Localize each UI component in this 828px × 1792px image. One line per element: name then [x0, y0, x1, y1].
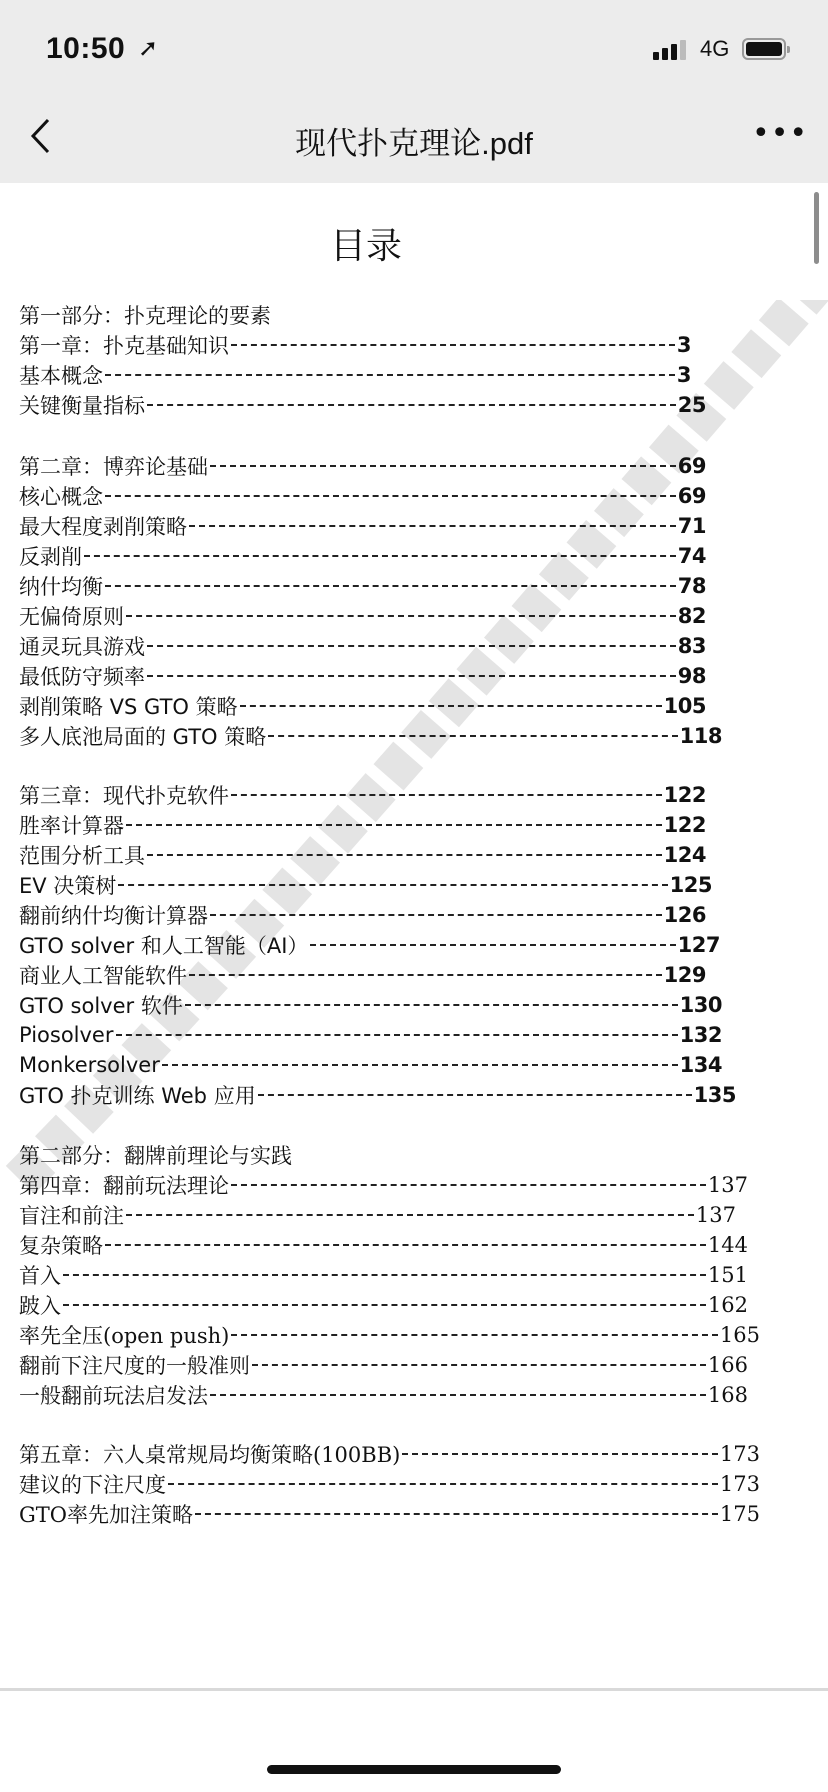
toc-page-number: 162	[707, 1293, 748, 1317]
dash-leader	[310, 944, 675, 946]
toc-page-number: 134	[679, 1053, 722, 1077]
toc-entry-label: Monkersolver	[19, 1053, 160, 1077]
toc-entry-label: 最低防守频率	[19, 665, 145, 689]
dash-leader	[252, 1364, 706, 1366]
toc-entry-label: 无偏倚原则	[19, 605, 124, 629]
toc-entry[interactable]	[19, 1320, 760, 1350]
toc-entry-label: 范围分析工具	[19, 844, 145, 868]
toc-entry-label: 率先全压(open push)	[19, 1324, 230, 1348]
home-indicator[interactable]	[267, 1765, 561, 1774]
toc-page-number: 71	[677, 514, 706, 538]
dash-leader	[147, 404, 676, 406]
dash-leader	[210, 465, 676, 467]
toc-page-number: 144	[707, 1233, 748, 1257]
dash-leader	[185, 1004, 678, 1006]
toc-entry-label: 建议的下注尺度	[19, 1473, 166, 1497]
dash-leader	[240, 705, 662, 707]
toc-entry[interactable]	[19, 870, 712, 900]
toc-entry-label: 翻前纳什均衡计算器	[19, 904, 208, 928]
document-title: 现代扑克理论.pdf	[295, 126, 533, 161]
location-arrow-icon: ➚	[138, 34, 159, 62]
toc-entry-label: EV 决策树	[19, 874, 117, 898]
toc-entry-label: GTO solver 软件	[19, 994, 183, 1018]
toc-page-number: 127	[677, 933, 720, 957]
toc-entry-label: 纳什均衡	[19, 575, 103, 599]
toc-entry-label: 多人底池局面的 GTO 策略	[19, 725, 267, 749]
toc-page-number: 137	[695, 1203, 736, 1227]
toc-page-number: 69	[677, 484, 706, 508]
toc-entry-label: 胜率计算器	[19, 814, 124, 838]
signal-icon	[653, 40, 689, 60]
toc-entry[interactable]	[19, 1350, 748, 1380]
dash-leader	[105, 374, 675, 376]
toc-entry[interactable]	[19, 1080, 736, 1110]
dash-leader	[231, 344, 675, 346]
toc-entry[interactable]	[19, 601, 706, 631]
toc-page-number: 98	[677, 664, 706, 688]
toc-page-number: 151	[707, 1263, 748, 1287]
status-time: 10:50	[46, 32, 126, 65]
toc-page-number: 83	[677, 634, 706, 658]
toc-entry-label: 基本概念	[19, 364, 103, 388]
toc-entry-label: 一般翻前玩法启发法	[19, 1384, 208, 1408]
dash-leader	[231, 1184, 706, 1186]
dash-leader	[189, 525, 676, 527]
dash-leader	[231, 1334, 718, 1336]
dash-leader	[105, 585, 676, 587]
toc-entry[interactable]	[19, 930, 720, 960]
toc-entry[interactable]	[19, 1439, 760, 1469]
toc-entry-label: 第二章：博弈论基础	[19, 455, 208, 479]
toc-page-number: 105	[663, 694, 706, 718]
dash-leader	[116, 1034, 678, 1036]
toc-entry[interactable]	[19, 1170, 748, 1200]
bottom-divider	[0, 1688, 828, 1691]
toc-page-number: 82	[677, 604, 706, 628]
battery-icon	[742, 38, 786, 60]
toc-page-number: 122	[663, 813, 706, 837]
dash-leader	[63, 1304, 706, 1306]
dash-leader	[147, 645, 676, 647]
toc-page-number: 125	[669, 873, 712, 897]
part-heading-label: 第二部分：翻牌前理论与实践	[19, 1144, 292, 1168]
dash-leader	[402, 1453, 718, 1455]
dash-leader	[63, 1274, 706, 1276]
network-type: 4G	[700, 36, 730, 61]
scrollbar[interactable]	[814, 192, 819, 264]
toc-entry-label: 最大程度剥削策略	[19, 515, 187, 539]
toc-entry[interactable]	[19, 451, 706, 481]
toc-entry-label: 第五章：六人桌常规局均衡策略(100BB)	[19, 1443, 401, 1467]
top-bar	[0, 0, 828, 183]
toc-entry[interactable]	[19, 1050, 722, 1080]
toc-entry[interactable]	[19, 481, 706, 511]
toc-entry-label: 第四章：翻前玩法理论	[19, 1174, 229, 1198]
toc-entry[interactable]	[19, 1200, 736, 1230]
toc-entry-label: 复杂策略	[19, 1234, 103, 1258]
toc-entry[interactable]	[19, 990, 722, 1020]
dash-leader	[258, 1094, 692, 1096]
toc-entry[interactable]	[19, 1020, 722, 1050]
toc-page-number: 118	[679, 724, 722, 748]
toc-entry-label: 第一章：扑克基础知识	[19, 334, 229, 358]
toc-page-number: 137	[707, 1173, 748, 1197]
dash-leader	[84, 555, 676, 557]
toc-entry-label: 通灵玩具游戏	[19, 635, 145, 659]
part-heading-label: 第一部分：扑克理论的要素	[19, 304, 271, 328]
toc-entry[interactable]	[19, 1260, 748, 1290]
toc-page-number: 3	[676, 363, 691, 387]
dash-leader	[162, 1064, 678, 1066]
toc-page-number: 173	[719, 1472, 760, 1496]
dash-leader	[189, 974, 662, 976]
toc-part-heading	[19, 1140, 292, 1170]
dash-leader	[105, 495, 676, 497]
toc-entry[interactable]	[19, 810, 706, 840]
toc-page-number: 130	[679, 993, 722, 1017]
toc-entry[interactable]	[19, 360, 691, 390]
toc-entry-label: 翻前下注尺度的一般准则	[19, 1354, 250, 1378]
toc-entry[interactable]	[19, 541, 706, 571]
dash-leader	[126, 615, 676, 617]
toc-page-number: 173	[719, 1442, 760, 1466]
toc-entry[interactable]	[19, 330, 691, 360]
dash-leader	[126, 1214, 694, 1216]
toc-page-number: 74	[677, 544, 706, 568]
dash-leader	[168, 1483, 718, 1485]
toc-entry-label: 剥削策略 VS GTO 策略	[19, 695, 238, 719]
toc-entry-label: 第三章：现代扑克软件	[19, 784, 229, 808]
toc-entry[interactable]	[19, 780, 706, 810]
toc-page-number: 168	[707, 1383, 748, 1407]
dash-leader	[118, 884, 667, 886]
toc-entry-label: 跛入	[19, 1294, 61, 1318]
more-options-button[interactable]: •••	[752, 116, 809, 151]
toc-entry[interactable]	[19, 1230, 748, 1260]
toc-page-number: 78	[677, 574, 706, 598]
toc-entry-label: 核心概念	[19, 485, 103, 509]
toc-page-number: 3	[676, 333, 691, 357]
toc-entry[interactable]	[19, 390, 706, 420]
dash-leader	[126, 824, 662, 826]
toc-entry[interactable]	[19, 511, 706, 541]
toc-page-number: 122	[663, 783, 706, 807]
dash-leader	[231, 794, 662, 796]
toc-page-number: 166	[707, 1353, 748, 1377]
toc-page-number: 165	[719, 1323, 760, 1347]
dash-leader	[105, 1244, 706, 1246]
toc-entry-label: 商业人工智能软件	[19, 964, 187, 988]
toc-entry-label: Piosolver	[19, 1023, 114, 1047]
toc-page-number: 175	[719, 1502, 760, 1526]
toc-entry[interactable]	[19, 900, 706, 930]
toc-page-number: 25	[677, 393, 706, 417]
dash-leader	[210, 1394, 706, 1396]
dash-leader	[147, 854, 662, 856]
toc-entry-label: GTO solver 和人工智能（AI）	[19, 934, 309, 958]
toc-entry[interactable]	[19, 1290, 748, 1320]
toc-entry-label: 关键衡量指标	[19, 394, 145, 418]
dash-leader	[147, 675, 676, 677]
toc-entry[interactable]	[19, 691, 706, 721]
dash-leader	[210, 914, 662, 916]
toc-entry-label: GTO 扑克训练 Web 应用	[19, 1084, 256, 1108]
dash-leader	[268, 735, 677, 737]
toc-page-number: 129	[663, 963, 706, 987]
toc-part-heading	[19, 300, 271, 330]
toc-entry[interactable]	[19, 960, 706, 990]
toc-entry[interactable]	[19, 721, 722, 751]
toc-page-number: 135	[693, 1083, 736, 1107]
toc-entry[interactable]	[19, 1499, 760, 1529]
toc-entry[interactable]	[19, 1469, 760, 1499]
toc-entry-label: 反剥削	[19, 545, 82, 569]
toc-entry[interactable]	[19, 631, 706, 661]
toc-page-number: 124	[663, 843, 706, 867]
toc-page-number: 126	[663, 903, 706, 927]
toc-title: 目录	[329, 226, 402, 267]
toc-entry[interactable]	[19, 571, 706, 601]
toc-entry-label: 盲注和前注	[19, 1204, 124, 1228]
toc-entry[interactable]	[19, 661, 706, 691]
toc-entry[interactable]	[19, 1380, 748, 1410]
dash-leader	[195, 1513, 718, 1515]
toc-entry-label: 首入	[19, 1264, 61, 1288]
toc-page-number: 69	[677, 454, 706, 478]
toc-entry-label: GTO率先加注策略	[19, 1503, 193, 1527]
toc-entry[interactable]	[19, 840, 706, 870]
toc-page-number: 132	[679, 1023, 722, 1047]
